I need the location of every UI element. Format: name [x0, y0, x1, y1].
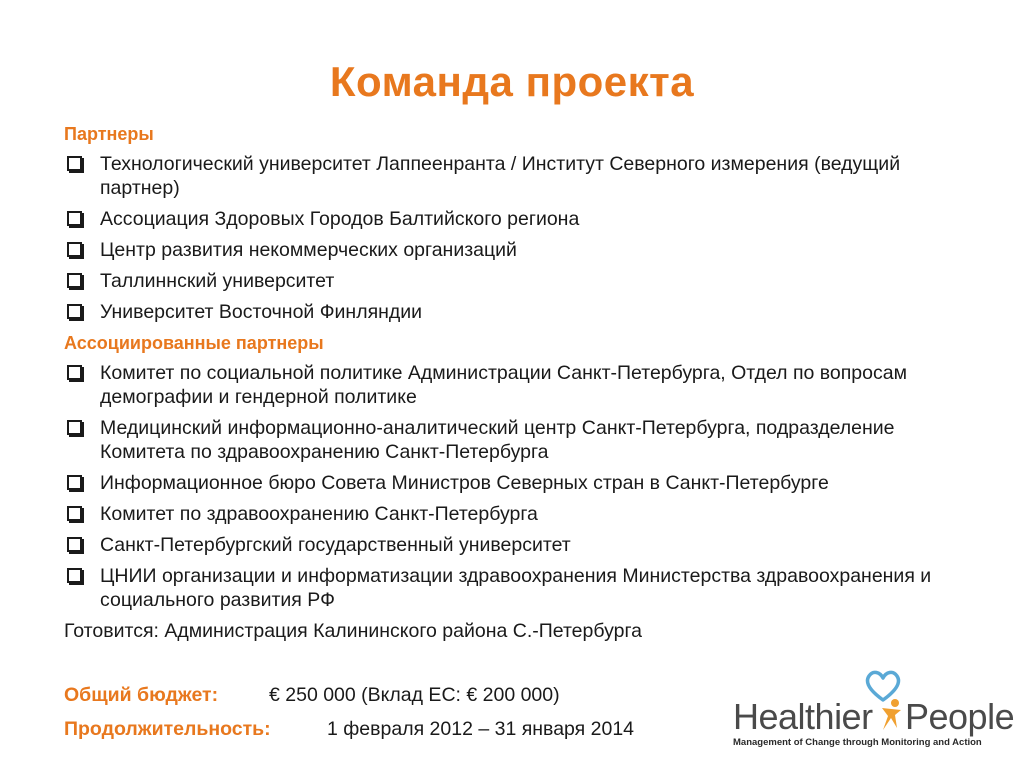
- duration-value: 1 февраля 2012 – 31 января 2014: [327, 718, 635, 740]
- associated-list: [64, 361, 984, 612]
- budget-label: Общий бюджет:: [64, 684, 219, 706]
- checkbox-icon: [67, 242, 82, 257]
- partners-heading: Партнеры: [64, 124, 154, 144]
- person-figure-icon: [879, 698, 905, 734]
- checkbox-icon: [67, 568, 82, 583]
- preparing-note: Готовится: Администрация Калининского района С.-Петербурга: [64, 620, 643, 642]
- list-item: Информационное бюро Совета Министров Северных стран в Санкт-Петербурге: [64, 471, 984, 495]
- list-item: Центр развития некоммерческих организаций: [64, 238, 984, 262]
- checkbox-icon: [67, 304, 82, 319]
- checkbox-icon: [67, 365, 82, 380]
- checkbox-icon: [67, 475, 82, 490]
- checkbox-icon: [67, 156, 82, 171]
- list-item: ЦНИИ организации и информатизации здравоохранения Министерства здравоохранения и социального развития РФ: [64, 564, 984, 612]
- healthier-people-logo: [733, 668, 1023, 748]
- checkbox-icon: [67, 273, 82, 288]
- checkbox-icon: [67, 420, 82, 435]
- list-item: Таллиннский университет: [64, 269, 984, 293]
- list-item: Санкт-Петербургский государственный университет: [64, 533, 984, 557]
- associated-heading: Ассоциированные партнеры: [64, 333, 324, 353]
- logo-tagline: Management of Change through Monitoring and Action: [733, 737, 982, 748]
- checkbox-icon: [67, 211, 82, 226]
- logo-word-people: People: [905, 696, 1015, 737]
- checkbox-icon: [67, 537, 82, 552]
- list-item: Технологический университет Лаппеенранта / Институт Северного измерения (ведущий партнер): [64, 152, 984, 200]
- logo-word-healthier: Healthier: [733, 696, 873, 737]
- budget-value: € 250 000 (Вклад ЕС: € 200 000): [269, 684, 560, 706]
- slide-content: [64, 122, 984, 751]
- checkbox-icon: [67, 506, 82, 521]
- list-item: Ассоциация Здоровых Городов Балтийского региона: [64, 207, 984, 231]
- slide-title: Команда проекта: [329, 58, 695, 105]
- list-item: Медицинский информационно-аналитический центр Санкт-Петербурга, подразделение Комитета по здравоохранению Санкт-Петербурга: [64, 416, 984, 464]
- list-item: Университет Восточной Финляндии: [64, 300, 984, 324]
- duration-label: Продолжительность:: [64, 718, 271, 740]
- list-item: Комитет по социальной политике Администрации Санкт-Петербурга, Отдел по вопросам демографии и гендерной политике: [64, 361, 984, 409]
- partners-list: [64, 152, 984, 324]
- list-item: Комитет по здравоохранению Санкт-Петербурга: [64, 502, 984, 526]
